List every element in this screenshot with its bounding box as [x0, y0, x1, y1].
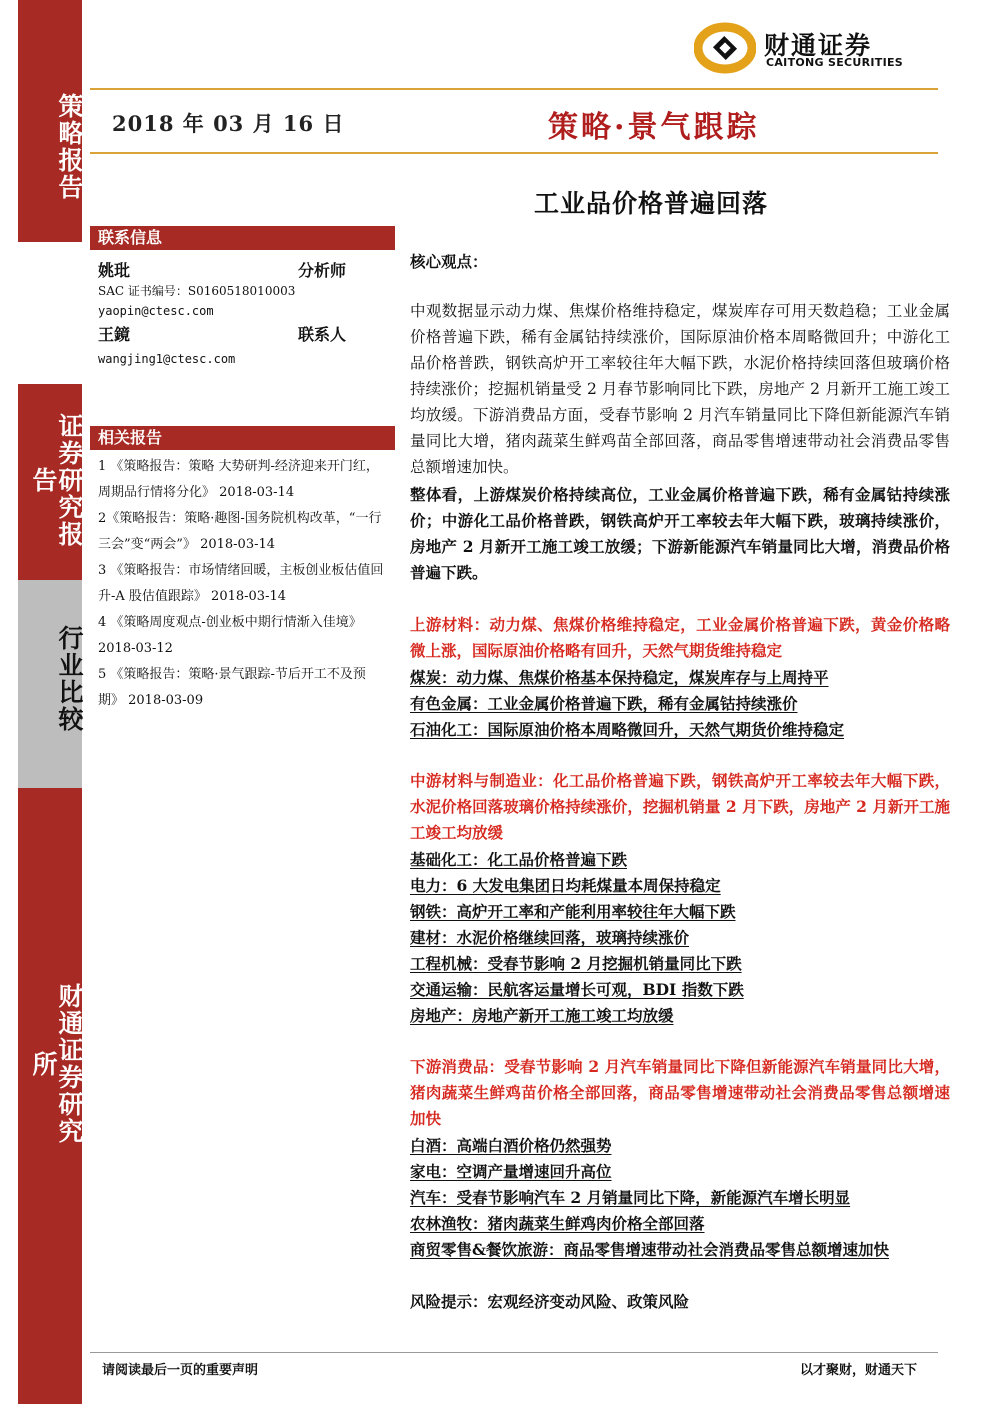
downstream-line-appliance: 家电：空调产量增速回升高位 [410, 1162, 612, 1181]
downstream-line-liquor: 白酒：高端白酒价格仍然强势 [410, 1136, 612, 1155]
analyst-role: 分析师 [298, 261, 347, 280]
report-date: 2018 年 03 月 16 日 [112, 111, 345, 136]
midstream-line-building: 建材：水泥价格继续回落，玻璃持续涨价 [410, 928, 690, 947]
downstream-line-agri: 农林渔牧：猪肉蔬菜生鲜鸡肉价格全部回落 [410, 1214, 705, 1233]
header-rule-bottom [90, 152, 938, 154]
analyst-name: 姚玭 [98, 261, 131, 280]
related-report-item[interactable]: 5 《策略报告：策略·景气跟踪-节后开工不及预期》 2018-03-09 [98, 667, 366, 708]
sidebar-institute: 财通证券研究所 [29, 983, 84, 1145]
core-paragraph-2: 整体看，上游煤炭价格持续高位，工业金属价格普遍下跌，稀有金属钴持续涨价；中游化工品价格普跌，钢铁高炉开工率较去年大幅下跌，玻璃持续涨价，房地产 2 月新开工施工竣工放缓；下游新能源汽车销量同比大增，消费品价格普遍下跌。 [410, 485, 950, 582]
left-sidebar [18, 0, 82, 1404]
midstream-line-transport: 交通运输：民航客运量增长可观，BDI 指数下跌 [410, 980, 744, 999]
related-reports-list [98, 454, 390, 714]
downstream-line-auto: 汽车：受春节影响汽车 2 月销量同比下降，新能源汽车增长明显 [410, 1188, 851, 1207]
core-view-label: 核心观点： [410, 252, 488, 271]
contact-role: 联系人 [298, 325, 347, 344]
sidebar-industry-compare: 行业比较 [55, 625, 84, 733]
midstream-line-realestate: 房地产：房地产新开工施工竣工均放缓 [410, 1006, 674, 1025]
contact-email[interactable]: wangjing1@ctesc.com [98, 352, 236, 366]
midstream-line-steel: 钢铁：高炉开工率和产能利用率较往年大幅下跌 [410, 902, 736, 921]
upstream-heading: 上游材料：动力煤、焦煤价格维持稳定，工业金属价格普遍下跌，黄金价格略微上涨，国际原油价格略有回升，天然气期货维持稳定 [410, 615, 950, 660]
company-logo [694, 22, 924, 74]
contact-name: 王鏡 [98, 325, 131, 344]
midstream-line-chemicals: 基础化工：化工品价格普遍下跌 [410, 850, 628, 869]
midstream-heading: 中游材料与制造业：化工品价格普遍下跌，钢铁高炉开工率较去年大幅下跌，水泥价格回落玻璃价格持续涨价，挖掘机销量 2 月下跌，房地产 2 月新开工施工竣工均放缓 [410, 771, 950, 842]
related-report-item[interactable]: 1 《策略报告：策略 大势研判-经济迎来开门红，周期品行情将分化》 2018-03-14 [98, 459, 379, 500]
midstream-line-power: 电力：6 大发电集团日均耗煤量本周保持稳定 [410, 876, 721, 895]
core-paragraph-1: 中观数据显示动力煤、焦煤价格维持稳定，煤炭库存可用天数趋稳；工业金属价格普遍下跌，稀有金属钴持续涨价，国际原油价格本周略微回升；中游化工品价格普跌，钢铁高炉开工率较往年大幅下跌，水泥价格持续回落但玻璃价格持续涨价；挖掘机销量受 2 月春节影响同比下跌，房地产 2 月新开工施工竣工均放缓。下游消费品方面，受春节影响 2 月汽车销量同比下降但新能源汽车销量同比大增，猪肉蔬菜生鲜鸡苗全部回落，商品零售增速带动社会消费品零售总额增速加快。 [410, 302, 950, 476]
header-rule-top [90, 88, 938, 90]
footer-slogan: 以才聚财，财通天下 [800, 1363, 918, 1378]
related-report-item[interactable]: 3 《策略报告：市场情绪回暖，主板创业板估值回升-A 股估值跟踪》 2018-03-14 [98, 563, 384, 604]
upstream-line-petrochem: 石油化工：国际原油价格本周略微回升，天然气期货价维持稳定 [410, 720, 845, 739]
downstream-heading: 下游消费品：受春节影响 2 月汽车销量同比下降但新能源汽车销量同比大增，猪肉蔬菜生鲜鸡苗价格全部回落，商品零售增速带动社会消费品零售总额增速加快 [410, 1057, 950, 1128]
risk-note: 风险提示：宏观经济变动风险、政策风险 [410, 1292, 690, 1311]
downstream-line-retail: 商贸零售&餐饮旅游：商品零售增速带动社会消费品零售总额增速加快 [410, 1240, 889, 1259]
footer-rule [90, 1352, 938, 1353]
related-report-item[interactable]: 4 《策略周度观点-创业板中期行情渐入佳境》 2018-03-12 [98, 615, 362, 656]
analyst-email[interactable]: yaopin@ctesc.com [98, 304, 214, 318]
contact-heading: 联系信息 [90, 226, 395, 250]
report-title: 工业品价格普遍回落 [534, 189, 769, 218]
logo-chinese-name: 财通证券 [764, 31, 873, 60]
sidebar-research-report: 证券研究报告 [29, 412, 84, 548]
upstream-line-coal: 煤炭：动力煤、焦煤价格基本保持稳定，煤炭库存与上周持平 [410, 668, 829, 687]
upstream-line-metals: 有色金属：工业金属价格普遍下跌，稀有金属钴持续涨价 [410, 694, 798, 713]
logo-english-name: CAITONG SECURITIES [766, 56, 904, 69]
column-title: 策略·景气跟踪 [548, 110, 760, 145]
caitong-logo-icon [694, 22, 756, 74]
sac-number: SAC 证书编号：S0160518010003 [98, 284, 296, 298]
related-report-item[interactable]: 2《策略报告：策略·趣图-国务院机构改革，“一行三会”变“两会”》 2018-03-14 [98, 511, 382, 552]
midstream-line-machinery: 工程机械：受春节影响 2 月挖掘机销量同比下跌 [410, 954, 742, 973]
footer-disclaimer-note[interactable]: 请阅读最后一页的重要声明 [102, 1363, 259, 1378]
related-heading: 相关报告 [90, 426, 395, 450]
sidebar-report-type: 策略报告 [55, 93, 84, 201]
